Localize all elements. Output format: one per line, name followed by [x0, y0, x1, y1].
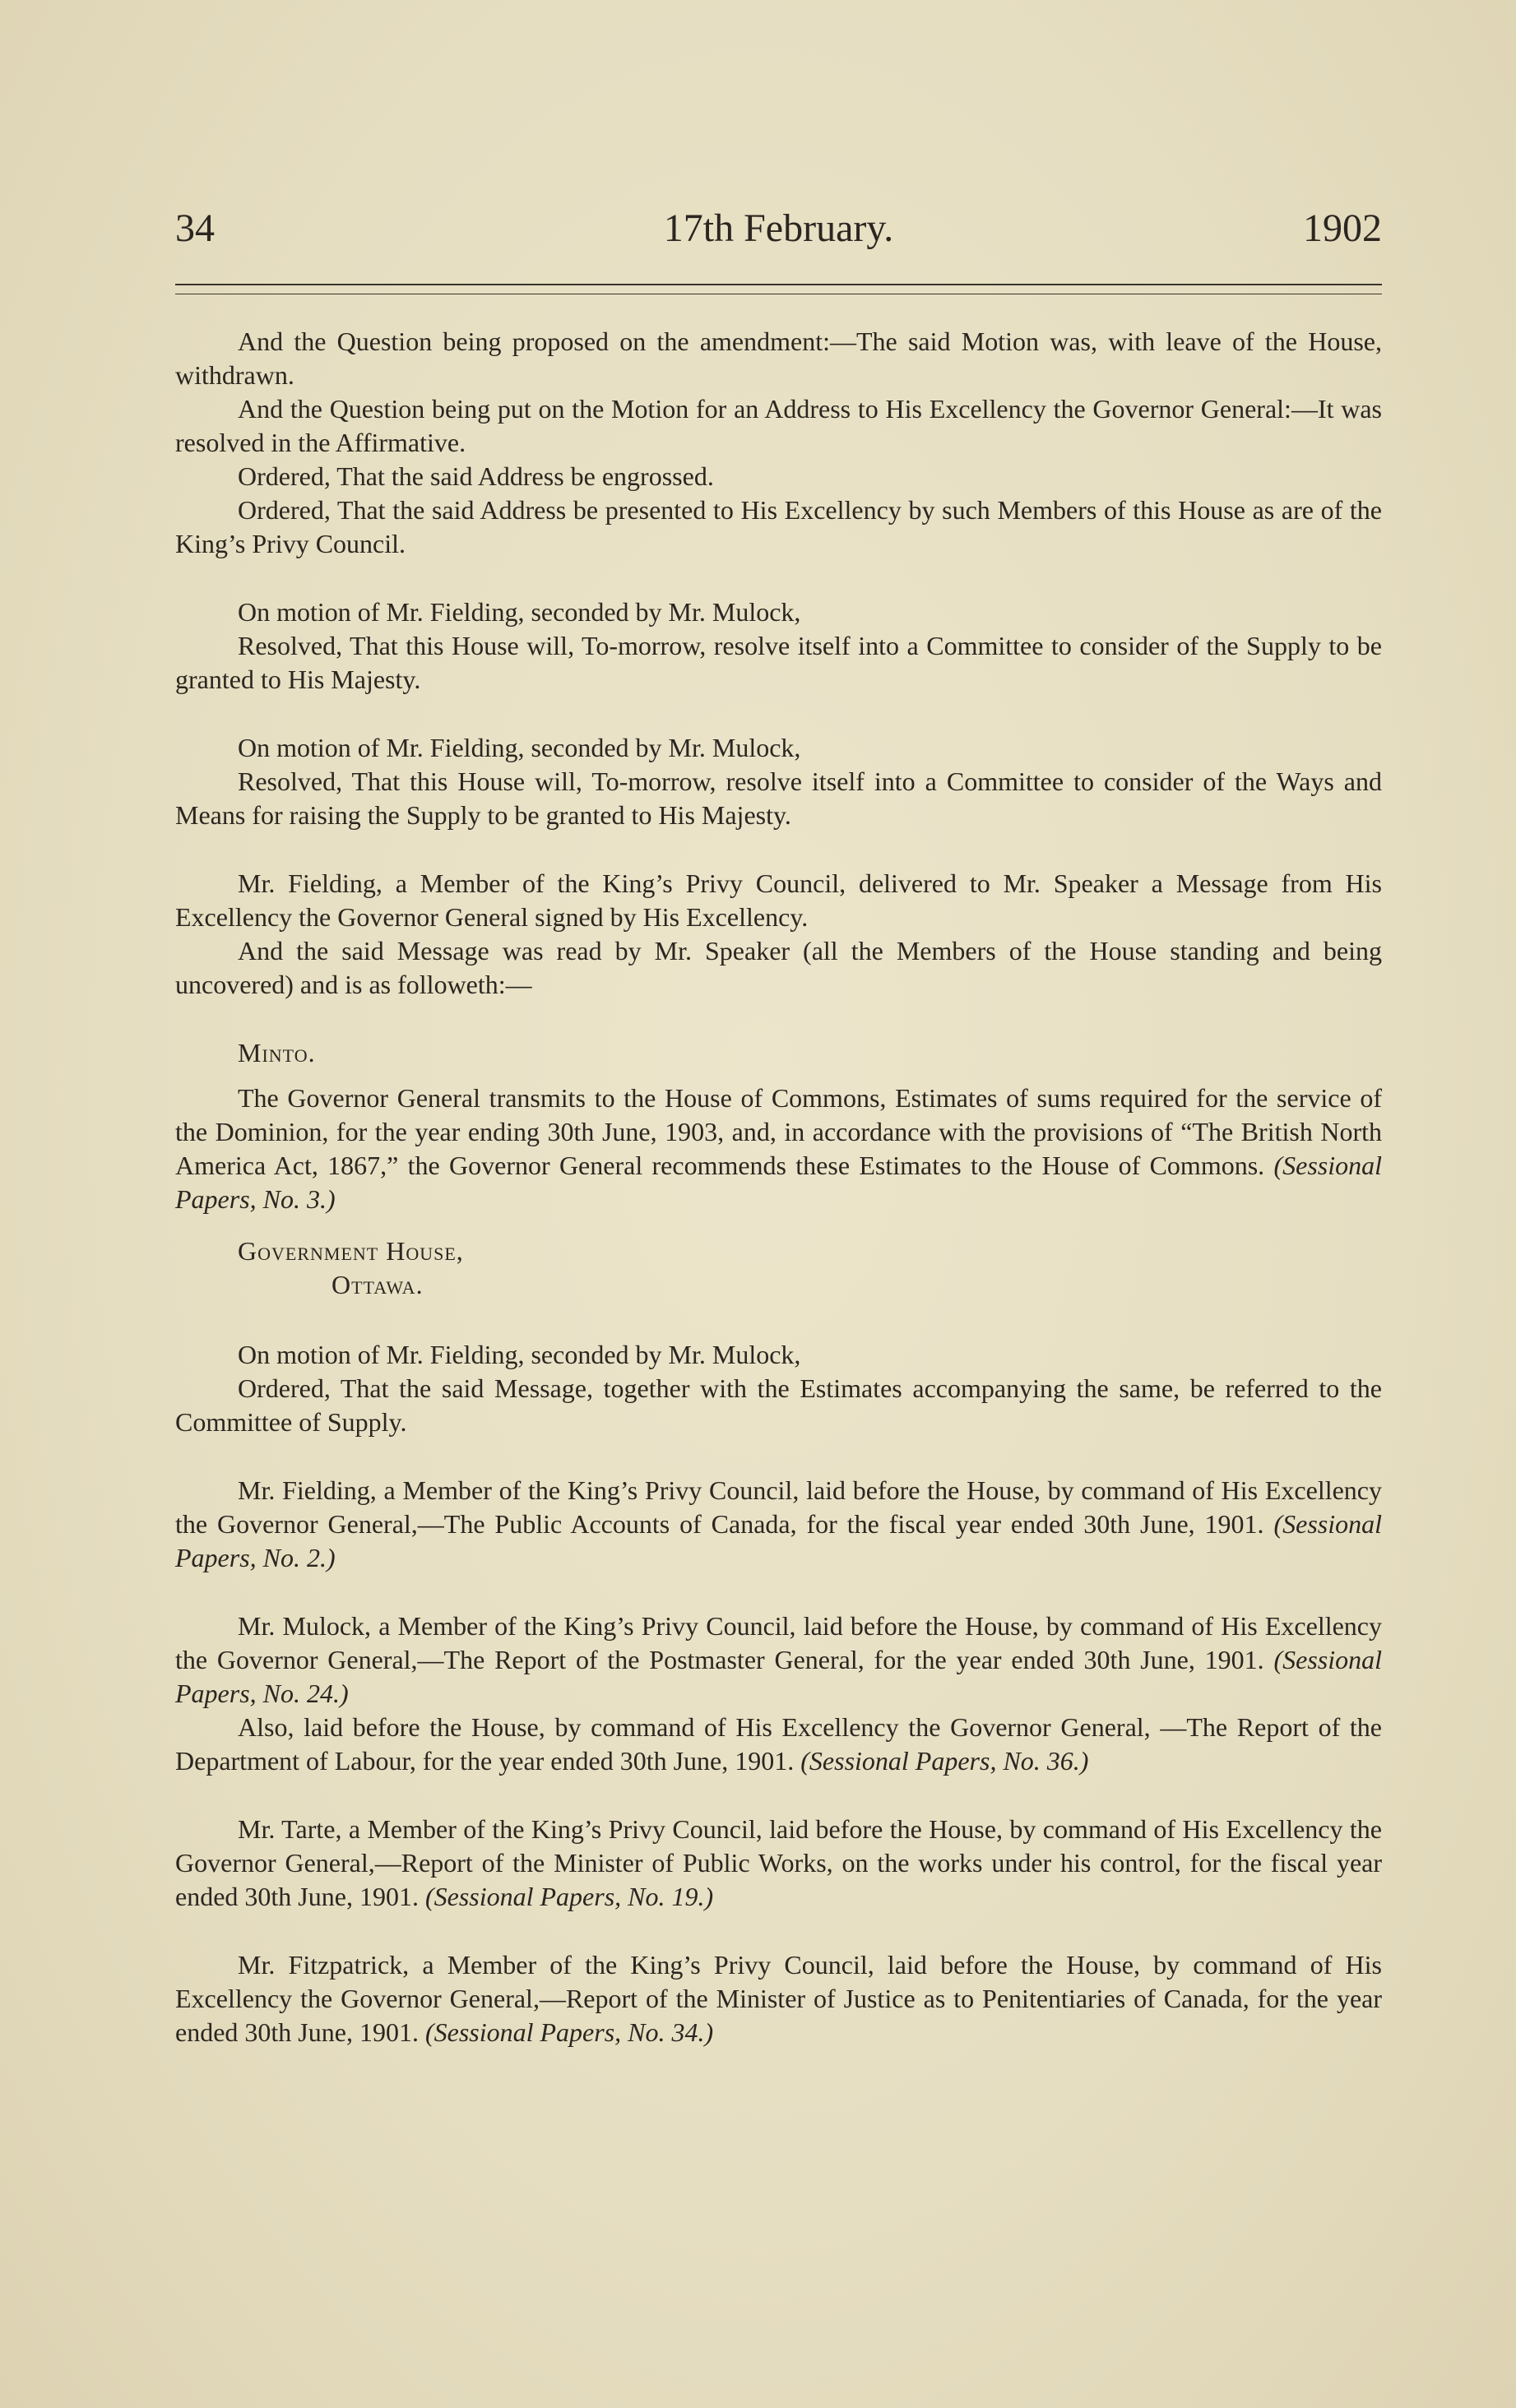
justice-report-text: Mr. Fitzpatrick, a Member of the King’s Privy Council, laid before the House, by command of His Excellency the Governor General,—Report of the Minister of Justice as to Penitentiaries of Canada, for the year ended 30th June, 1901. — [175, 1950, 1382, 2047]
page-number: 34 — [175, 206, 215, 250]
sessional-papers-ref-34: (Sessional Papers, No. 34.) — [424, 2017, 714, 2047]
paragraph-address-engrossed: Ordered, That the said Address be engrossed. — [238, 461, 714, 491]
paragraph-resolved-supply: Resolved, That this House will, To-morrow, resolve itself into a Committee to consider of the Supply to be granted to His Majesty. — [175, 631, 1382, 694]
sessional-papers-ref-19: (Sessional Papers, No. 19.) — [424, 1882, 714, 1911]
page-header — [175, 200, 1382, 257]
header-rule-top — [175, 284, 1382, 285]
paragraph-justice-report — [175, 1948, 1382, 2049]
paragraph-message-read: And the said Message was read by Mr. Speaker (all the Members of the House standing and being uncovered) and is as followeth:— — [175, 936, 1382, 999]
paragraph-resolved-ways-means: Resolved, That this House will, To-morrow, resolve itself into a Committee to consider of the Ways and Means for raising the Supply to be granted to His Majesty. — [175, 766, 1382, 830]
paragraph-estimates-message — [175, 1081, 1382, 1216]
page-date-heading: 17th February. — [663, 206, 894, 250]
sessional-papers-ref-2: (Sessional Papers, No. 2.) — [175, 1509, 1383, 1572]
paragraph-message-delivered: Mr. Fielding, a Member of the King’s Privy Council, delivered to Mr. Speaker a Message from His Excellency the Governor General signed by His Excellency. — [175, 868, 1382, 932]
public-accounts-text: Mr. Fielding, a Member of the King’s Privy Council, laid before the House, by command of His Excellency the Governor General,—The Public Accounts of Canada, for the fiscal year ended 30th June, 1901. — [175, 1475, 1382, 1539]
paragraph-ordered-referred: Ordered, That the said Message, together with the Estimates accompanying the same, be referred to the Committee of Supply. — [175, 1373, 1382, 1437]
paragraph-public-accounts — [175, 1474, 1382, 1575]
paragraph-address-resolved: And the Question being put on the Motion for an Address to His Excellency the Governor General:—It was resolved in the Affirmative. — [175, 394, 1382, 457]
paragraph-address-presented: Ordered, That the said Address be presented to His Excellency by such Members of this House as are of the King’s Privy Council. — [175, 495, 1382, 558]
estimates-message-text: The Governor General transmits to the House of Commons, Estimates of sums required for the service of the Dominion, for the year ending 30th June, 1903, and, in accordance with the provisions of “The British North America Act, 1867,” the Governor General recommends these Estimates to the House of Commons. — [175, 1083, 1382, 1180]
address-ottawa: Ottawa. — [331, 1270, 424, 1299]
paragraph-motion-committee: On motion of Mr. Fielding, seconded by Mr. Mulock, — [238, 1340, 801, 1369]
sessional-papers-ref-36: (Sessional Papers, No. 36.) — [800, 1746, 1089, 1776]
page-year: 1902 — [1303, 206, 1382, 250]
labour-report-text: Also, laid before the House, by command of His Excellency the Governor General, —The Report of the Department of Labour, for the year ended 30th June, 1901. — [175, 1712, 1382, 1776]
postmaster-report-text: Mr. Mulock, a Member of the King’s Privy Council, laid before the House, by command of His Excellency the Governor General,—The Report of the Postmaster General, for the year ended 30th June, 1901. — [175, 1611, 1382, 1674]
paragraph-amendment-withdrawn: And the Question being proposed on the amendment:—The said Motion was, with leave of the House, withdrawn. — [175, 326, 1382, 390]
sessional-papers-ref-24: (Sessional Papers, No. 24.) — [175, 1645, 1383, 1708]
sessional-papers-ref-3: (Sessional Papers, No. 3.) — [175, 1151, 1383, 1214]
message-signature: Minto. — [238, 1038, 316, 1067]
paragraph-postmaster-report — [175, 1609, 1382, 1711]
paragraph-labour-report — [175, 1711, 1382, 1778]
paragraph-motion-supply: On motion of Mr. Fielding, seconded by Mr. Mulock, — [238, 597, 801, 627]
paragraph-public-works-report — [175, 1813, 1382, 1914]
paragraph-motion-ways-means: On motion of Mr. Fielding, seconded by Mr. Mulock, — [238, 733, 801, 762]
address-government-house: Government House, — [238, 1236, 464, 1266]
page-body — [175, 325, 1382, 2049]
public-works-report-text: Mr. Tarte, a Member of the King’s Privy Council, laid before the House, by command of His Excellency the Governor General,—Report of the Minister of Public Works, on the works under his control, for the fiscal year ended 30th June, 1901. — [175, 1814, 1382, 1911]
